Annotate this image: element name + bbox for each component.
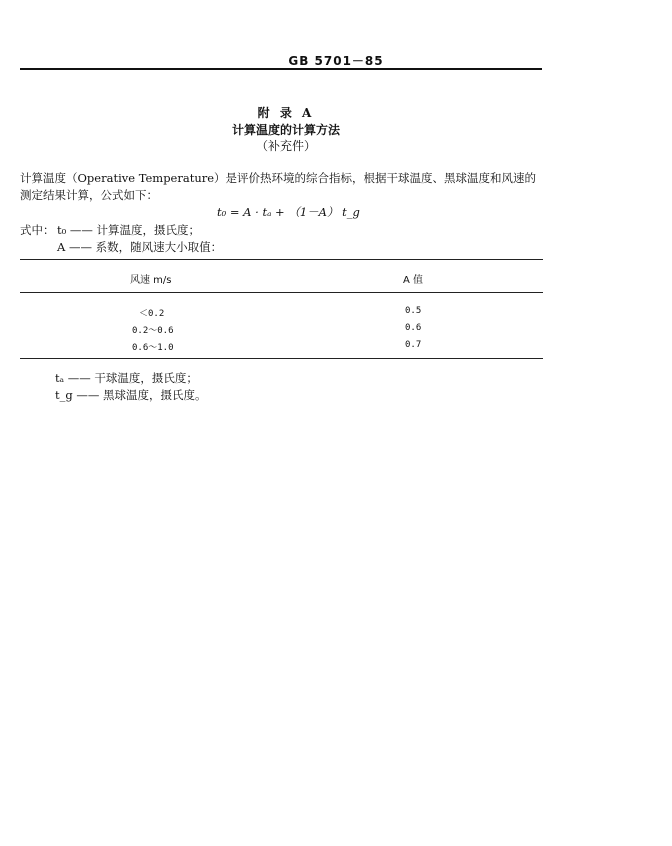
header-rule [20,68,542,70]
intro-paragraph: 计算温度（Operative Temperature）是评价热环境的综合指标，根据干球温度、黑球温度和风速的测定结果计算，公式如下： [20,171,537,202]
table-bottom-rule [20,358,543,359]
table-cell: 0.2～0.6 [132,326,174,336]
appendix-title: 附 录 A [257,106,315,120]
table-header-a-value: A 值 [403,275,424,286]
table-top-rule [20,259,543,260]
table-header-rule [20,292,543,293]
where-t0: t₀ —— 计算温度，摄氏度； [57,223,201,237]
table-cell: 0.6 [405,323,422,333]
footnote-ta: tₐ —— 干球温度，摄氏度； [55,371,198,385]
where-A: A —— 系数，随风速大小取值： [57,240,223,254]
footnote-tg: t_g —— 黑球温度，摄氏度。 [55,388,207,402]
appendix-note: （补充件） [255,139,316,153]
table-header-wind-speed: 风速 m/s [130,275,172,286]
document-header: GB 5701－85 [288,54,384,68]
table-cell: 0.5 [405,306,422,316]
table-cell: 0.7 [405,340,422,350]
table-cell: ＜0.2 [139,309,165,319]
appendix-subtitle: 计算温度的计算方法 [231,123,340,137]
table-cell: 0.6～1.0 [132,343,174,353]
formula: t₀ = A · tₐ + （1－A） t_g [217,205,360,219]
where-prefix: 式中： [20,223,55,237]
